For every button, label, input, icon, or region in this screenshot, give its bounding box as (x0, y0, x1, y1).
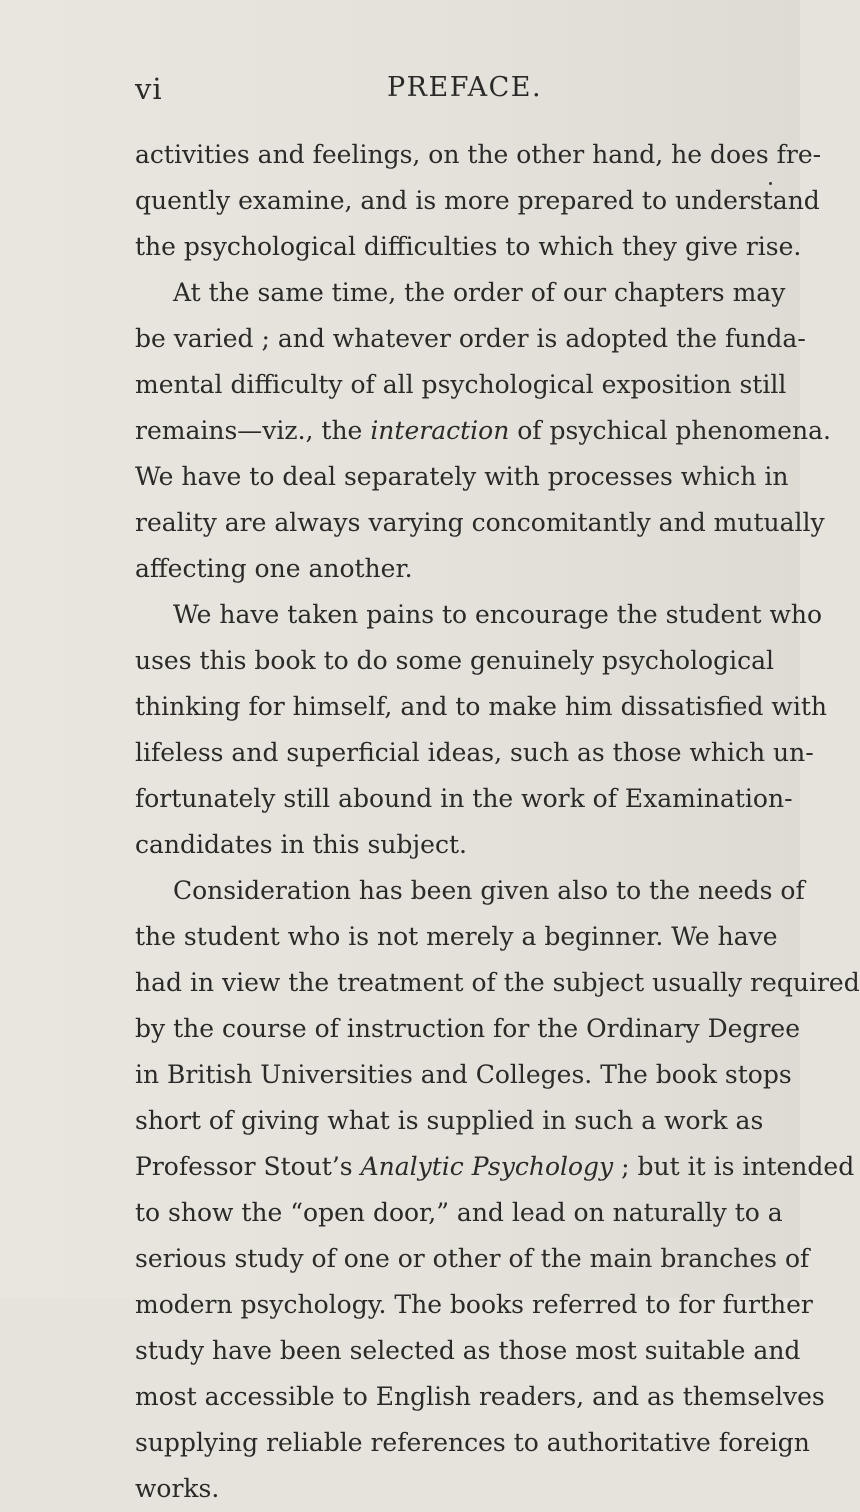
text-line: short of giving what is supplied in such a work as (135, 1106, 764, 1135)
text-line: be varied ; and whatever order is adopted the funda- (135, 324, 806, 353)
text-line: to show the “open door,” and lead on naturally to a (135, 1198, 783, 1227)
preface-body-text (135, 132, 860, 1512)
italic-phrase: interaction (370, 416, 510, 445)
text-line: We have taken pains to encourage the student who (173, 600, 822, 629)
page-number: vi (135, 72, 163, 106)
text-line: supplying reliable references to authoritative foreign (135, 1428, 810, 1457)
italic-phrase: Analytic Psychology (360, 1152, 614, 1181)
text-line: At the same time, the order of our chapters may (173, 278, 786, 307)
text-line: most accessible to English readers, and as themselves (135, 1382, 825, 1411)
text-line: works. (135, 1474, 220, 1503)
text-line: the student who is not merely a beginner. We have (135, 922, 778, 951)
text-line: in British Universities and Colleges. The book stops (135, 1060, 792, 1089)
text-line: thinking for himself, and to make him dissatisfied with (135, 692, 827, 721)
text-line: the psychological difficulties to which they give rise. (135, 232, 802, 261)
text-line: by the course of instruction for the Ordinary Degree (135, 1014, 801, 1043)
text-line: reality are always varying concomitantly and mutually (135, 508, 825, 537)
page-header (135, 72, 735, 112)
text-line: Consideration has been given also to the needs of (173, 876, 805, 905)
text-line: mental difficulty of all psychological exposition still (135, 370, 787, 399)
text-line: serious study of one or other of the main branches of (135, 1244, 810, 1273)
text-line: remains—viz., the interaction of psychical phenomena. (135, 416, 831, 445)
text-line: study have been selected as those most suitable and (135, 1336, 801, 1365)
text-line: fortunately still abound in the work of Examination- (135, 784, 793, 813)
text-line: candidates in this subject. (135, 830, 467, 859)
text-line: lifeless and superficial ideas, such as those which un- (135, 738, 814, 767)
text-line: uses this book to do some genuinely psychological (135, 646, 775, 675)
edge-speck (769, 182, 772, 185)
text-line: activities and feelings, on the other hand, he does fre- (135, 140, 822, 169)
text-line: We have to deal separately with processes which in (135, 462, 789, 491)
running-head: PREFACE. (387, 72, 543, 103)
text-line: affecting one another. (135, 554, 413, 583)
text-line: quently examine, and is more prepared to understand (135, 186, 820, 215)
text-line: had in view the treatment of the subject usually required (135, 968, 860, 997)
text-line: Professor Stout’s Analytic Psychology ; but it is intended (135, 1152, 855, 1181)
text-line: modern psychology. The books referred to for further (135, 1290, 813, 1319)
